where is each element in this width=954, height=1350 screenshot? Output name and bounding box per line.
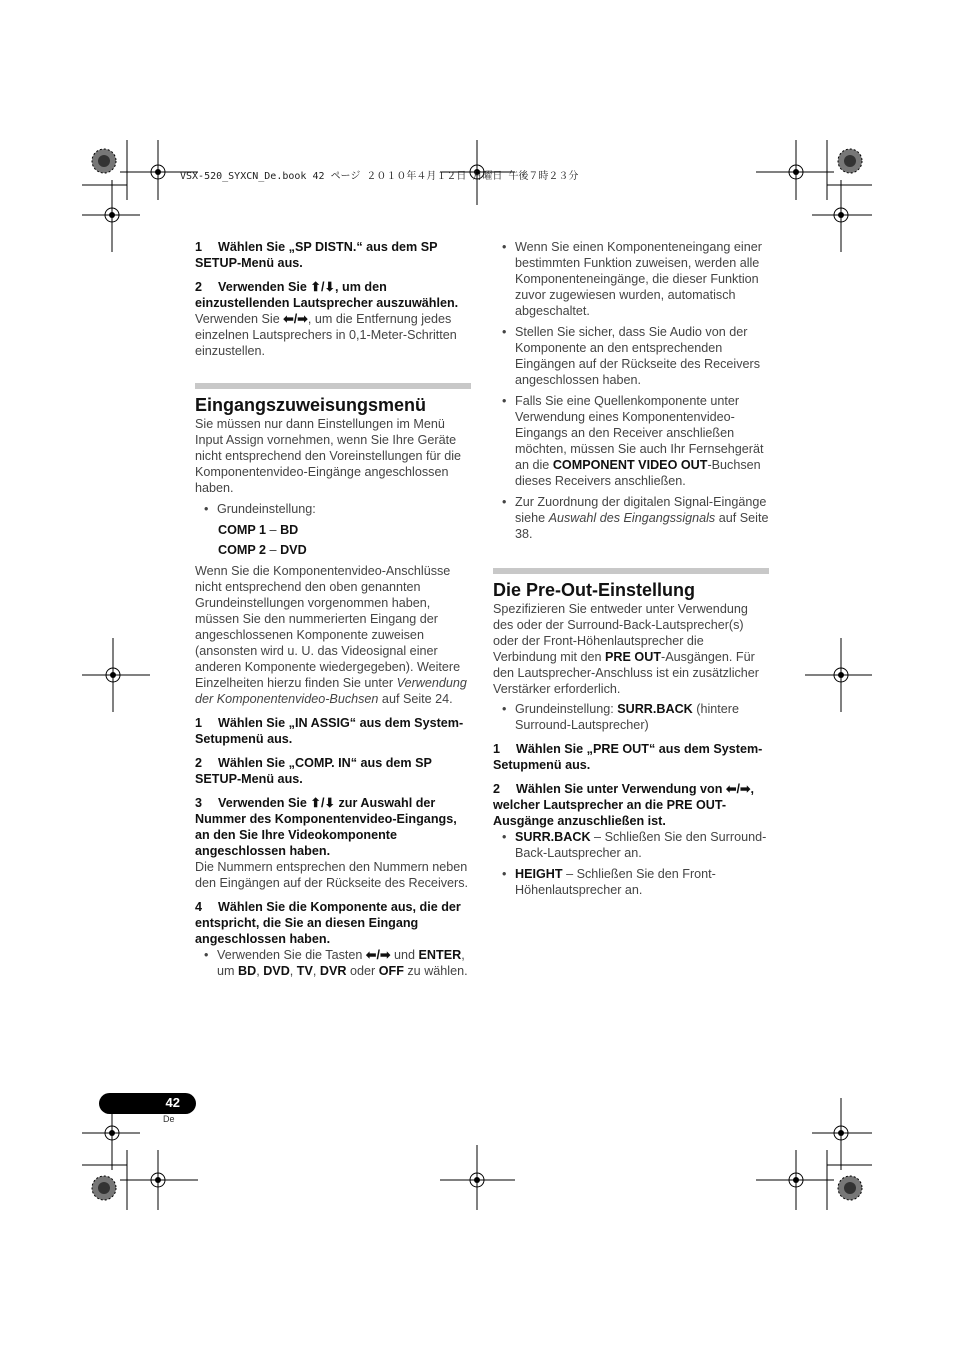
page-number-badge (99, 1093, 196, 1114)
pre-out-intro: Spezifizieren Sie entweder unter Verwendung des oder der Surround-Back-Lautsprecher(s) oder der Front-Höhenlautsprecher die Verbindung mit den PRE OUT-Ausgängen. Für den Lautsprecher-Anschluss ist ein zusätzlicher Verstärker erforderlich. (493, 602, 759, 696)
ia-step-4-bullet: • Verwenden Sie die Tasten ⬅/➡ und ENTER, um BD, DVD, TV, DVR oder OFF zu wählen. (195, 947, 471, 979)
left-right-arrow-icon: ⬅/➡ (365, 948, 391, 962)
section-divider (493, 568, 769, 574)
ia-step-4: 4 Wählen Sie die Komponente aus, die der entspricht, die Sie an diesen Eingang angeschlossen haben. (195, 900, 461, 946)
note-3: • Falls Sie eine Quellenkomponente unter Verwendung eines Komponentenvideo-Eingangs an den Receiver anschließen möchten, müssen Sie auch Ihr Fernsehgerät an die COMPONENT VIDEO OUT-Buchsen dieses Receivers anschließen. (493, 393, 769, 489)
note-1: • Wenn Sie einen Komponenteneingang einer bestimmten Funktion zuweisen, werden alle Komponenteneingänge, die dieser Funktion zuvor zugewiesen wurden, automatisch abgeschaltet. (493, 239, 769, 319)
right-column (493, 239, 769, 898)
pre-out-default: • Grundeinstellung: SURR.BACK (hintere Surround-Lautsprecher) (493, 701, 769, 733)
ia-step-3: 3 Verwenden Sie ⬆/⬇ zur Auswahl der Nummer des Komponentenvideo-Eingangs, an den Sie Ihre Videokomponente angeschlossen haben. (195, 796, 457, 858)
section-title-input-assign: Eingangszuweisungsmenü (195, 395, 427, 415)
up-down-arrow-icon: ⬆/⬇ (310, 796, 336, 810)
option-surr-back: • SURR.BACK – Schließen Sie den Surround-Back-Lautsprecher an. (493, 829, 769, 861)
step-1-sp-distn: 1 Wählen Sie „SP DISTN.“ aus dem SP SETUP-Menü aus. (195, 240, 438, 270)
po-step-2: 2 Wählen Sie unter Verwendung von ⬅/➡, welcher Lautsprecher an die PRE OUT-Ausgänge anzuschließen ist. (493, 782, 755, 828)
ia-step-1: 1 Wählen Sie „IN ASSIG“ aus dem System-Setupmenü aus. (195, 716, 464, 746)
input-assign-para: Wenn Sie die Komponentenvideo-Anschlüsse nicht entsprechend den oben genannten Grundeinstellungen vorgenommen haben, müssen Sie den nummerierten Eingang der angeschlossenen Komponente zuweisen (ansonsten wird u. U. das Videosignal einer anderen Komponente wiedergegeben). Weitere Einzelheiten hierzu finden Sie unter Verwendung der Komponentenvideo-Buchsen auf Seite 24. (195, 564, 467, 706)
option-height: • HEIGHT – Schließen Sie den Front-Höhenlautsprecher an. (493, 866, 769, 898)
step-2-body: Verwenden Sie ⬅/➡, um die Entfernung jedes einzelnen Lautsprechers in 0,1-Meter-Schritten einzustellen. (195, 312, 457, 358)
input-assign-intro: Sie müssen nur dann Einstellungen im Menü Input Assign vornehmen, wenn Sie Ihre Geräte nicht entsprechend den Voreinstellungen für die Komponentenvideo-Eingänge angeschlossen haben. (195, 417, 462, 495)
ia-step-4-list (195, 947, 471, 979)
ia-step-2: 2 Wählen Sie „COMP. IN“ aus dem SP SETUP-Menü aus. (195, 756, 432, 786)
up-down-arrow-icon: ⬆/⬇ (310, 280, 336, 294)
section-divider (195, 383, 471, 389)
notes-list (493, 239, 769, 542)
ia-step-3-body: Die Nummern entsprechen den Nummern neben den Eingängen auf der Rückseite des Receivers. (195, 860, 469, 890)
po-options (493, 829, 769, 898)
note-4: • Zur Zuordnung der digitalen Signal-Eingänge siehe Auswahl des Eingangssignals auf Seite 38. (493, 494, 769, 542)
pre-out-default-list (493, 701, 769, 733)
language-code: De (163, 1114, 175, 1124)
note-2: • Stellen Sie sicher, dass Sie Audio von der Komponente an den entsprechenden Eingängen auf der Rückseite des Receivers angeschlossen haben. (493, 324, 769, 388)
po-step-1: 1 Wählen Sie „PRE OUT“ aus dem System-Setupmenü aus. (493, 742, 763, 772)
default-list (195, 501, 471, 517)
left-right-arrow-icon: ⬅/➡ (283, 312, 308, 326)
section-title-pre-out: Die Pre-Out-Einstellung (493, 580, 696, 600)
comp2-default: COMP 2 – DVD (218, 543, 307, 557)
step-2-select-speaker: 2 Verwenden Sie ⬆/⬇, um den einzustellenden Lautsprecher auszuwählen. (195, 280, 459, 310)
left-right-arrow-icon: ⬅/➡ (725, 782, 751, 796)
page-number: 42 (165, 1095, 180, 1110)
default-label: • Grundeinstellung: (195, 501, 471, 517)
left-column (195, 239, 471, 979)
print-header: VSX-520_SYXCN_De.book 42 ページ ２０１０年４月１２日 月曜日 午後７時２３分 (180, 171, 579, 182)
comp1-default: COMP 1 – BD (218, 523, 299, 537)
